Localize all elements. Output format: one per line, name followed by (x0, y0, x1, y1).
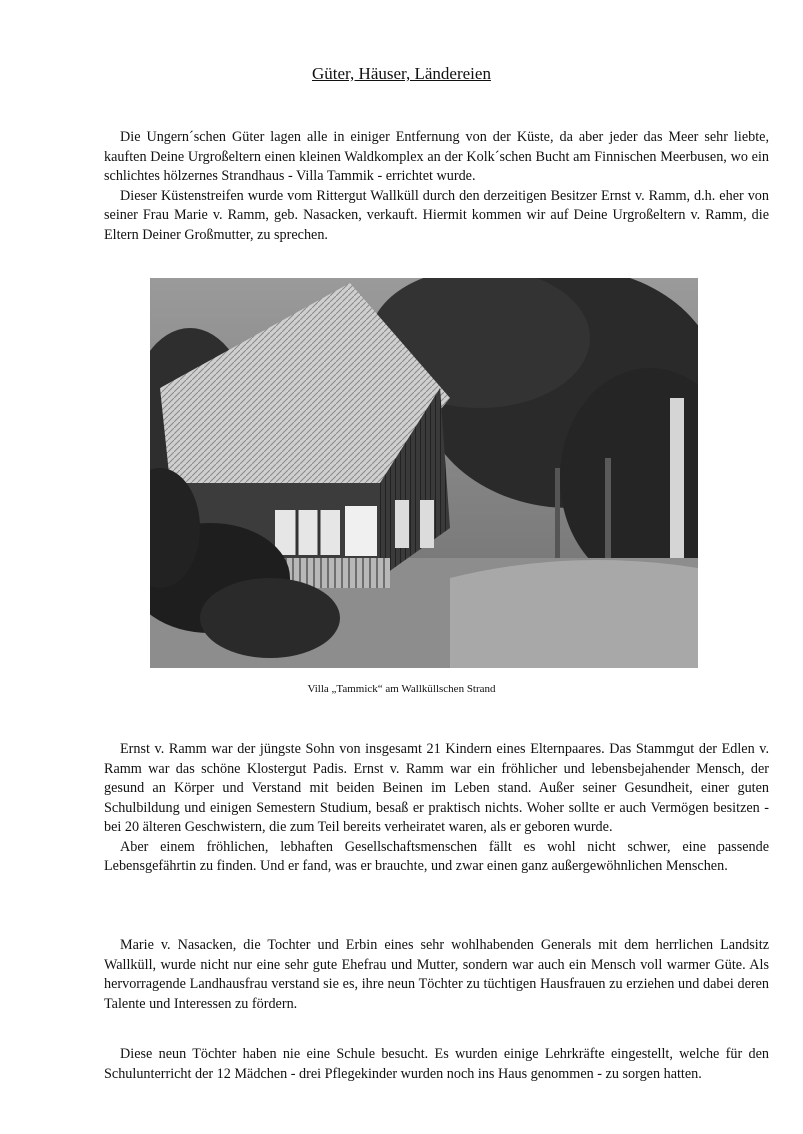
paragraph: Ernst v. Ramm war der jüngste Sohn von insgesamt 21 Kindern eines Elternpaares. Das Stammgut der Edlen v. Ramm war das schöne Klostergut Padis. Ernst v. Ramm war ein fröhlicher und lebensbejahender Mensch, der gesund an Körper und Verstand mit beiden Beinen im Leben stand. Außer seiner Gesundheit, einer guten Schulbildung und einigen Semestern Studium, besaß er praktisch nichts. Woher sollte er auch Vermögen besitzen - bei 20 älteren Geschwistern, die zum Teil bereits verheiratet waren, als er geboren wurde. (104, 741, 769, 835)
section-daughters (104, 1045, 769, 1084)
paragraph: Marie v. Nasacken, die Tochter und Erbin eines sehr wohlhabenden Generals mit dem herrlichen Landsitz Wallküll, wurde nicht nur eine sehr gute Ehefrau und Mutter, sondern war auch ein Mensch voll warmer Güte. Als hervorragende Landhausfrau verstand sie es, ihre neun Töchter zu tüchtigen Hausfrauen zu erziehen und dabei deren Talente und Interessen zu fördern. (104, 937, 769, 1012)
paragraph: Diese neun Töchter haben nie eine Schule besucht. Es wurden einige Lehrkräfte eingestellt, welche für den Schulunterricht der 12 Mädchen - drei Pflegekinder wurden noch ins Haus genommen - zu sorgen hatten. (104, 1046, 769, 1082)
intro-text (104, 128, 769, 245)
section-ernst (104, 740, 769, 877)
page-title: Güter, Häuser, Ländereien (312, 64, 491, 83)
section-marie (104, 936, 769, 1014)
paragraph: Dieser Küstenstreifen wurde vom Rittergut Wallküll durch den derzeitigen Besitzer Ernst v. Ramm, d.h. eher von seiner Frau Marie v. Ramm, geb. Nasacken, verkauft. Hiermit kommen wir auf Deine Urgroßeltern v. Ramm, die Eltern Deiner Großmutter, zu sprechen. (104, 187, 769, 243)
paragraph: Die Ungern´schen Güter lagen alle in einiger Entfernung von der Küste, da aber jeder das Meer sehr liebte, kauften Deine Urgroßeltern einen kleinen Waldkomplex an der Kolk´schen Bucht am Finnischen Meerbusen, wo ein schlichtes hölzernes Strandhaus - Villa Tammik - errichtet wurde. (104, 129, 769, 184)
villa-photo (150, 278, 698, 668)
villa-photo-illustration (150, 278, 698, 668)
photo-caption: Villa „Tammick“ am Wallküllschen Strand (307, 683, 496, 695)
paragraph: Aber einem fröhlichen, lebhaften Gesellschaftsmenschen fällt es wohl nicht schwer, eine passende Lebensgefährtin zu finden. Und er fand, was er brauchte, und zwar einen ganz außergewöhnlichen Menschen. (104, 838, 769, 874)
